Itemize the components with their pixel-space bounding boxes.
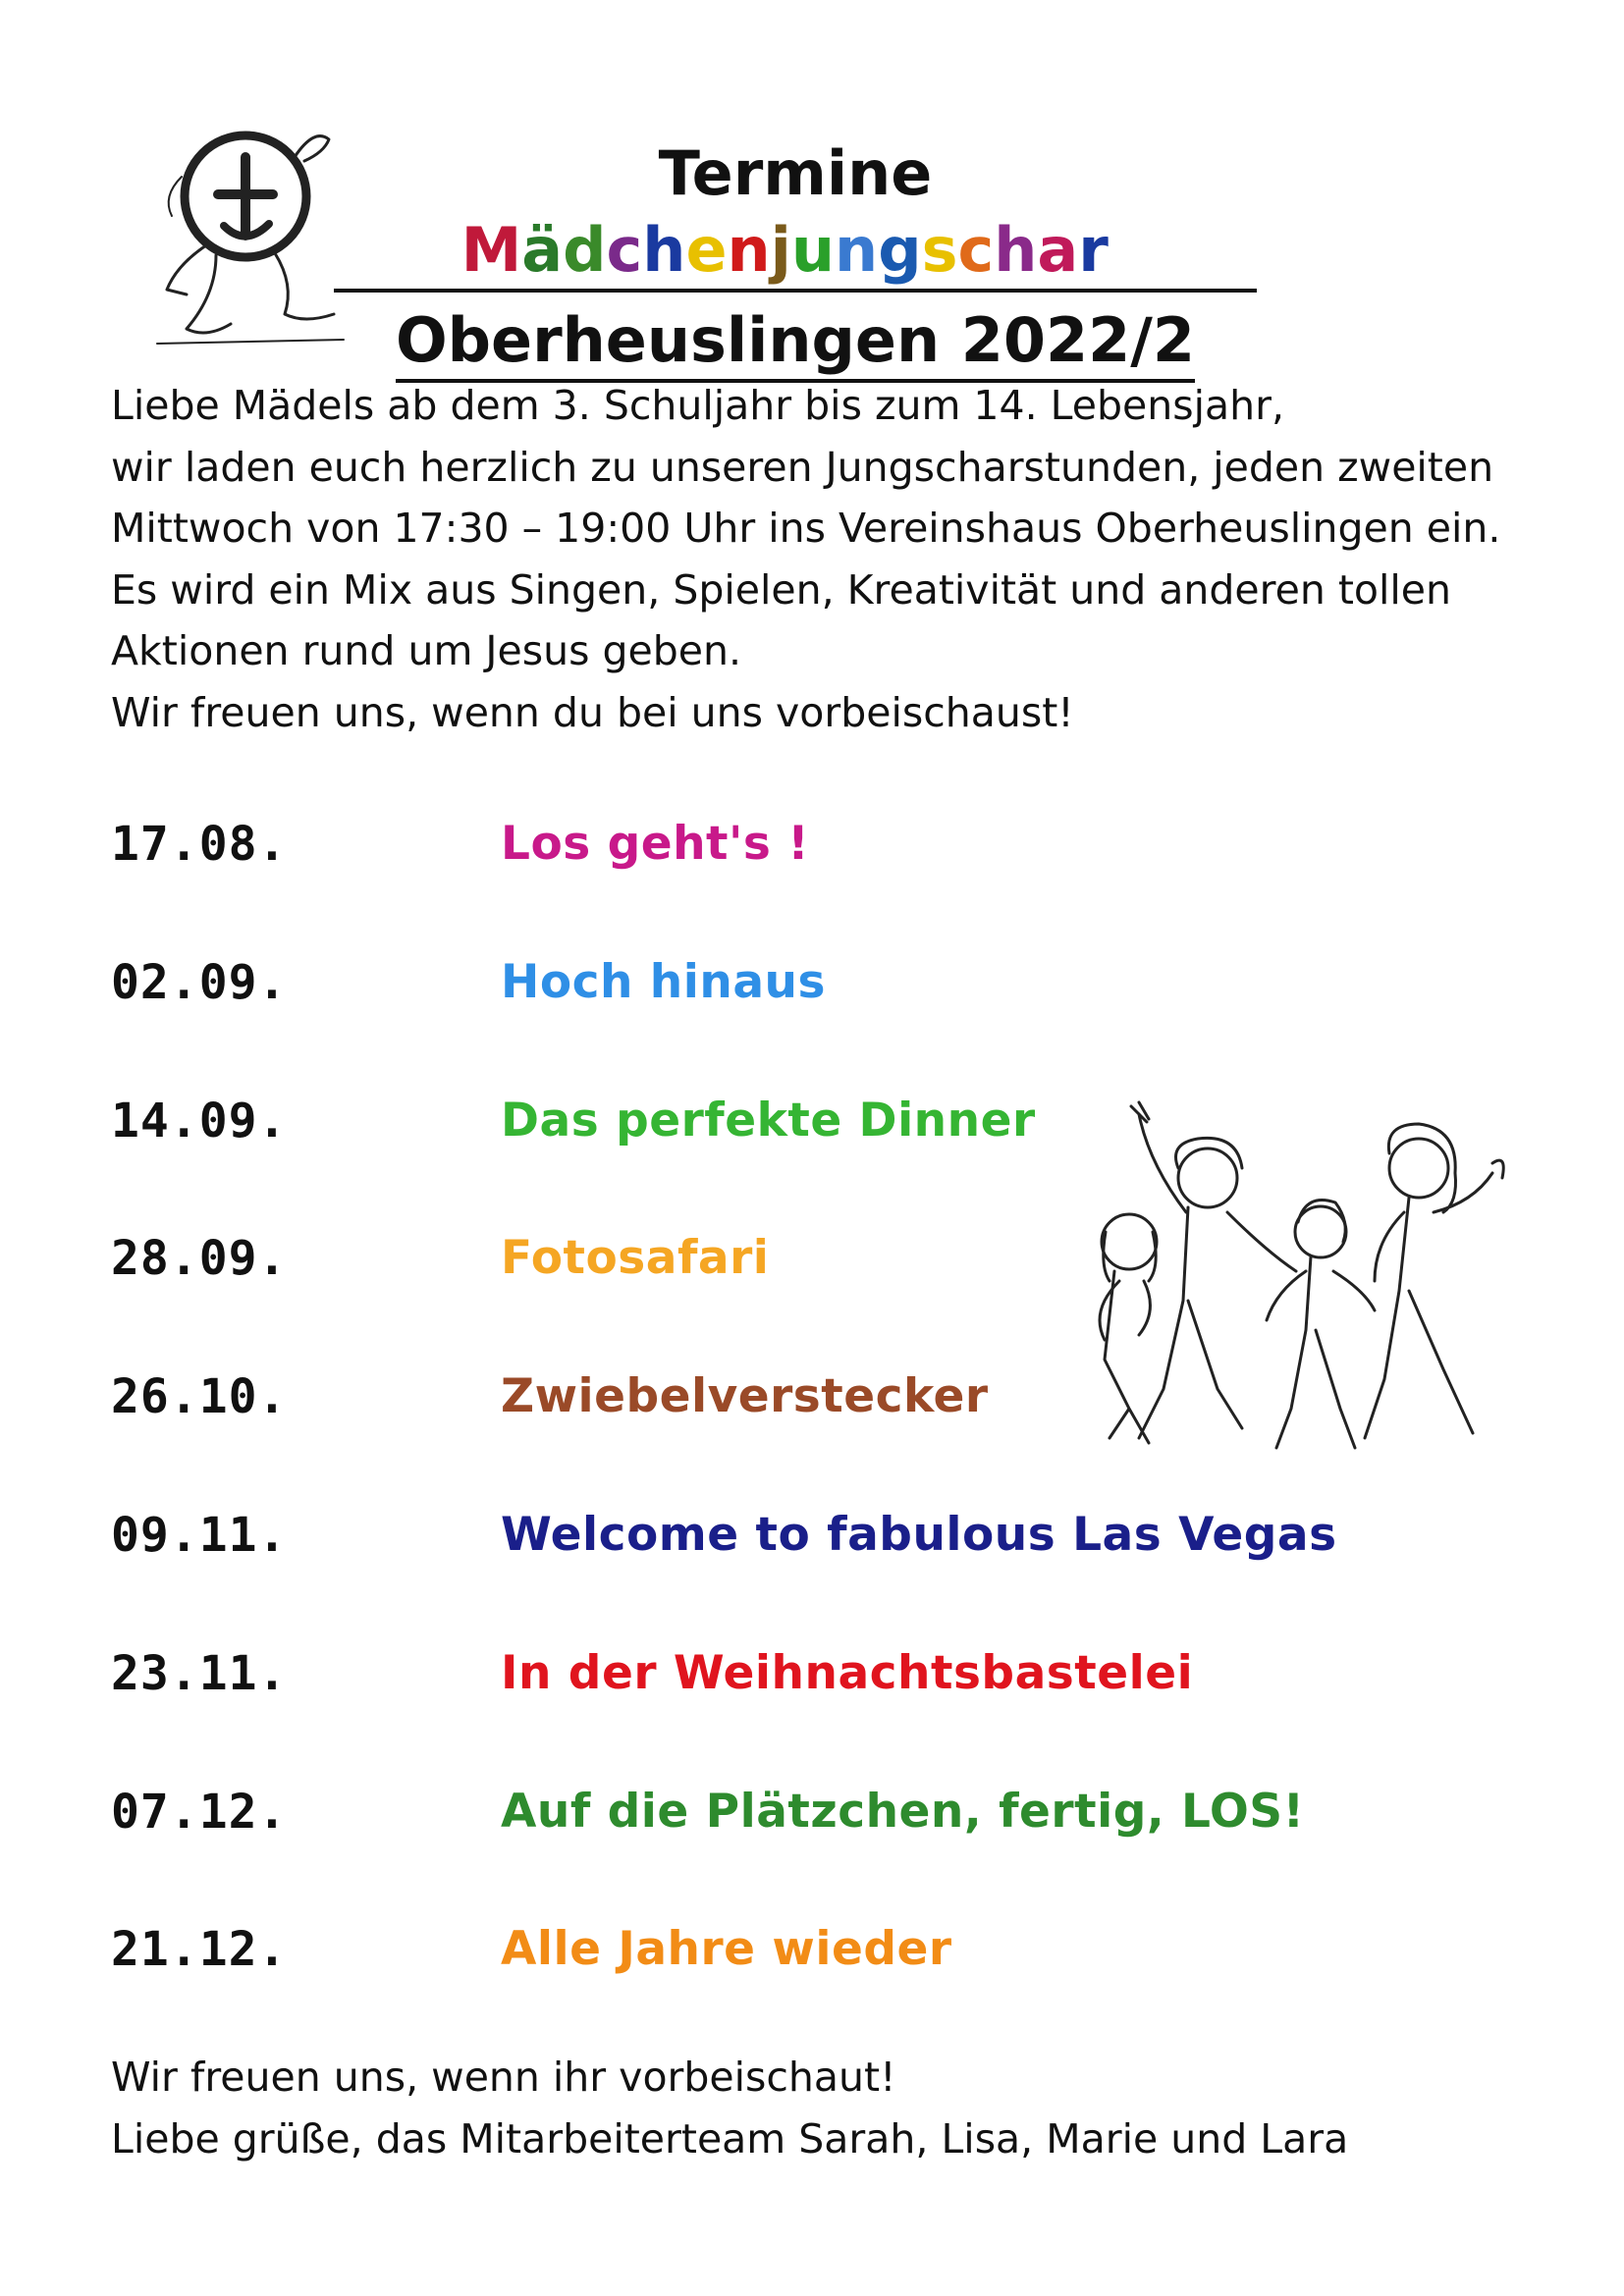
- title-rainbow-letter: c: [606, 214, 643, 286]
- event-row: [111, 950, 1525, 1089]
- closing-text: [111, 2047, 1348, 2169]
- event-name: Welcome to fabulous Las Vegas: [501, 1507, 1337, 1562]
- title-rainbow-letter: h: [642, 214, 686, 286]
- title-rainbow-letter: j: [770, 214, 791, 286]
- event-name: Alle Jahre wieder: [501, 1922, 952, 1977]
- closing-line: Wir freuen uns, wenn ihr vorbeischaut!: [111, 2054, 896, 2101]
- dancing-girls-illustration: [1070, 1095, 1522, 1468]
- title-rainbow-letter: ä: [521, 214, 564, 286]
- event-name: Zwiebelverstecker: [501, 1369, 989, 1424]
- title-rainbow-letter: d: [563, 214, 607, 286]
- event-row: [111, 1641, 1525, 1780]
- event-name: Los geht's !: [501, 817, 810, 871]
- intro-line: Es wird ein Mix aus Singen, Spielen, Kreativität und anderen tollen: [111, 565, 1452, 614]
- event-date: 09.11.: [111, 1507, 288, 1563]
- event-name: Auf die Plätzchen, fertig, LOS!: [501, 1784, 1305, 1839]
- event-name: Fotosafari: [501, 1231, 770, 1286]
- event-date: 02.09.: [111, 954, 288, 1010]
- title-rainbow-letter: h: [994, 214, 1038, 286]
- closing-line: Liebe grüße, das Mitarbeiterteam Sarah, Lisa, Marie und Lara: [111, 2114, 1349, 2163]
- event-name: In der Weihnachtsbastelei: [501, 1645, 1194, 1700]
- event-name: Hoch hinaus: [501, 954, 826, 1009]
- intro-line: Mittwoch von 17:30 – 19:00 Uhr ins Vereinshaus Oberheuslingen ein.: [111, 505, 1501, 552]
- title-rainbow-letter: r: [1078, 214, 1109, 286]
- jungschar-logo: [147, 118, 353, 353]
- title-line-2: Oberheuslingen 2022/2: [396, 302, 1195, 383]
- title-rainbow-word: [461, 214, 1109, 286]
- title-rainbow-letter: c: [957, 214, 995, 286]
- event-date: 28.09.: [111, 1231, 288, 1287]
- event-row: [111, 1503, 1525, 1641]
- title-rainbow-letter: M: [460, 214, 522, 286]
- title-rainbow-letter: n: [835, 214, 879, 286]
- event-row: [111, 1917, 1525, 2056]
- intro-line: Aktionen rund um Jesus geben.: [111, 627, 741, 674]
- title-rainbow-letter: u: [790, 214, 836, 286]
- event-date: 14.09.: [111, 1093, 288, 1148]
- intro-line: Liebe Mädels ab dem 3. Schuljahr bis zum 14. Lebensjahr,: [111, 382, 1285, 429]
- intro-paragraph: [111, 375, 1525, 743]
- title-rainbow-letter: e: [685, 214, 728, 286]
- intro-line: wir laden euch herzlich zu unseren Jungscharstunden, jeden zweiten: [111, 443, 1494, 491]
- event-date: 26.10.: [111, 1369, 288, 1425]
- title-rainbow-letter: s: [921, 214, 958, 286]
- event-name: Das perfekte Dinner: [501, 1093, 1036, 1148]
- event-row: [111, 812, 1525, 950]
- event-date: 23.11.: [111, 1645, 288, 1701]
- title-word-termine: Termine: [658, 137, 933, 209]
- event-row: [111, 1780, 1525, 1918]
- event-date: 07.12.: [111, 1784, 288, 1840]
- event-date: 21.12.: [111, 1922, 288, 1978]
- title-rainbow-letter: a: [1037, 214, 1079, 286]
- intro-line: Wir freuen uns, wenn du bei uns vorbeischaust!: [111, 688, 1074, 736]
- title-rainbow-letter: g: [878, 214, 922, 286]
- event-date: 17.08.: [111, 817, 288, 872]
- page-title: [334, 135, 1257, 386]
- title-line-1: [334, 135, 1257, 293]
- title-rainbow-letter: n: [727, 214, 771, 286]
